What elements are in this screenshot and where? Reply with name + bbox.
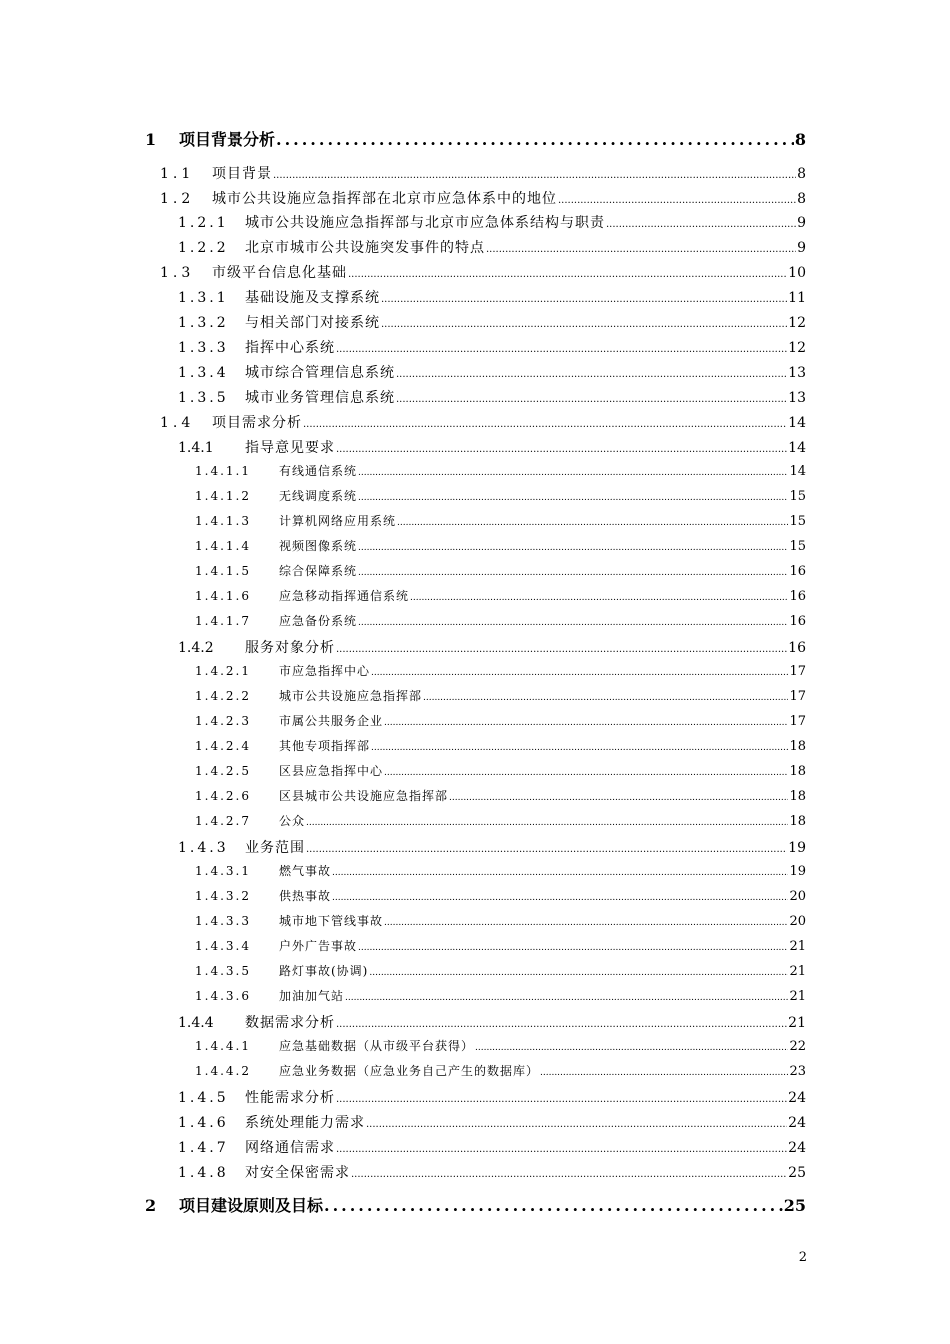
toc-entry[interactable] — [160, 188, 806, 208]
toc-entry[interactable] — [178, 387, 806, 407]
toc-entry-title: 有线通信系统 — [279, 464, 358, 478]
toc-entry-page: 21 — [789, 964, 806, 979]
toc-entry[interactable] — [178, 212, 806, 232]
toc-entry-title: 城市公共设施应急指挥部 — [279, 689, 423, 703]
toc-entry-page: 10 — [788, 265, 806, 281]
toc-dot-leader — [332, 889, 788, 903]
toc-entry-title: 应急备份系统 — [279, 614, 358, 628]
toc-entry[interactable] — [195, 1037, 806, 1054]
toc-entry[interactable] — [195, 537, 806, 554]
toc-entry-page: 17 — [789, 689, 806, 704]
toc-entry-page: 17 — [789, 664, 806, 679]
toc-entry[interactable] — [160, 412, 806, 432]
page-number: 2 — [798, 1250, 807, 1265]
toc-entry[interactable] — [195, 712, 806, 729]
toc-entry[interactable] — [195, 487, 806, 504]
toc-entry-page: 14 — [788, 440, 806, 456]
toc-entry-title: 市应急指挥中心 — [279, 664, 371, 678]
toc-entry-page: 17 — [789, 714, 806, 729]
toc-entry[interactable] — [195, 662, 806, 679]
toc-entry-number: 1.4.4 — [178, 1015, 214, 1031]
toc-entry-number: 1.4.4.2 — [195, 1064, 251, 1078]
toc-dot-leader — [381, 315, 787, 331]
toc-entry-title: 项目需求分析 — [212, 415, 302, 431]
toc-entry-page: 14 — [789, 464, 806, 479]
toc-entry-number: 1.4.1.6 — [195, 589, 251, 603]
toc-dot-leader — [306, 814, 788, 828]
toc-entry-page: 11 — [788, 290, 806, 306]
toc-dot-leader — [332, 864, 788, 878]
toc-entry-title: 燃气事故 — [279, 864, 332, 878]
toc-entry-page: 13 — [788, 365, 806, 381]
toc-entry-number: 1.3.4 — [178, 365, 229, 381]
toc-entry-page: 8 — [794, 130, 806, 149]
toc-dot-leader — [410, 589, 788, 603]
toc-dot-leader — [348, 265, 787, 281]
toc-entry-page: 16 — [789, 614, 806, 629]
toc-entry[interactable] — [178, 287, 806, 307]
toc-dot-leader — [449, 789, 788, 803]
toc-entry-title: 公众 — [279, 814, 306, 828]
toc-entry-page: 9 — [797, 240, 806, 256]
toc-entry-number: 1.2.1 — [178, 215, 229, 231]
toc-entry-page: 18 — [789, 814, 806, 829]
toc-entry-page: 20 — [789, 914, 806, 929]
toc-entry-title: 城市业务管理信息系统 — [245, 390, 395, 406]
toc-dot-leader — [345, 989, 788, 1003]
toc-entry-page: 12 — [788, 340, 806, 356]
toc-dot-leader — [358, 539, 788, 553]
toc-entry[interactable] — [195, 762, 806, 779]
toc-entry-title: 计算机网络应用系统 — [279, 514, 397, 528]
toc-entry-page: 21 — [788, 1015, 806, 1031]
toc-entry-title: 网络通信需求 — [245, 1140, 335, 1156]
toc-entry-page: 15 — [789, 489, 806, 504]
toc-dot-leader — [381, 290, 787, 306]
toc-entry-number: 1.4.7 — [178, 1140, 229, 1156]
toc-entry-title: 综合保障系统 — [279, 564, 358, 578]
toc-dot-leader — [384, 764, 788, 778]
toc-dot-leader — [366, 1115, 787, 1131]
toc-entry-page: 18 — [789, 789, 806, 804]
toc-entry-title: 无线调度系统 — [279, 489, 358, 503]
toc-entry-number: 1.3.5 — [178, 390, 229, 406]
toc-entry-page: 16 — [789, 564, 806, 579]
toc-dot-leader — [486, 240, 796, 256]
toc-entry[interactable] — [178, 837, 806, 857]
toc-entry-number: 1.4.3.4 — [195, 939, 251, 953]
toc-dot-leader — [336, 1015, 787, 1031]
toc-entry-number: 1.4.2 — [178, 640, 214, 656]
toc-entry-title: 加油加气站 — [279, 989, 345, 1003]
toc-entry-page: 22 — [789, 1039, 806, 1054]
toc-dot-leader — [369, 964, 788, 978]
toc-entry-page: 16 — [788, 640, 806, 656]
toc-entry-title: 区县应急指挥中心 — [279, 764, 384, 778]
toc-entry-number: 1.4.8 — [178, 1165, 229, 1181]
toc-dot-leader — [384, 914, 788, 928]
toc-entry-title: 路灯事故(协调) — [279, 964, 369, 978]
toc-entry[interactable] — [178, 1112, 806, 1132]
toc-entry-number: 1.4.1.2 — [195, 489, 251, 503]
toc-entry-number: 1.4.1.3 — [195, 514, 251, 528]
toc-entry[interactable] — [160, 163, 806, 183]
toc-entry-number: 1.4.6 — [178, 1115, 229, 1131]
toc-entry-number: 1.4.2.6 — [195, 789, 251, 803]
toc-dot-leader — [358, 614, 788, 628]
toc-entry-number: 2 — [145, 1196, 157, 1215]
toc-entry-number: 1.4.1.1 — [195, 464, 251, 478]
toc-entry-number: 1.4.3.1 — [195, 864, 251, 878]
toc-entry-page: 8 — [797, 191, 806, 207]
toc-entry-page: 14 — [788, 415, 806, 431]
toc-entry-number: 1.4.2.4 — [195, 739, 251, 753]
toc-entry-number: 1.4.2.3 — [195, 714, 251, 728]
toc-entry[interactable] — [195, 937, 806, 954]
toc-entry-page: 15 — [789, 539, 806, 554]
toc-entry[interactable] — [145, 127, 806, 150]
toc-entry-page: 19 — [789, 864, 806, 879]
toc-dot-leader — [558, 191, 796, 207]
toc-entry[interactable] — [195, 612, 806, 629]
toc-entry-title: 项目背景 — [212, 166, 272, 182]
toc-entry-title: 数据需求分析 — [245, 1015, 335, 1031]
toc-entry-number: 1.4.3.2 — [195, 889, 251, 903]
toc-entry-title: 其他专项指挥部 — [279, 739, 371, 753]
toc-entry-title: 户外广告事故 — [279, 939, 358, 953]
toc-entry[interactable] — [178, 437, 806, 457]
toc-dot-leader — [396, 365, 787, 381]
toc-entry-page: 25 — [783, 1196, 806, 1215]
toc-entry-title: 市属公共服务企业 — [279, 714, 384, 728]
toc-entry-page: 21 — [789, 989, 806, 1004]
toc-entry-title: 项目背景分析 — [179, 130, 276, 149]
toc-dot-leader — [423, 689, 788, 703]
toc-entry-title: 城市公共设施应急指挥部在北京市应急体系中的地位 — [212, 191, 557, 207]
toc-entry-number: 1.4.1.7 — [195, 614, 251, 628]
toc-dot-leader — [276, 130, 794, 149]
toc-entry[interactable] — [178, 237, 806, 257]
toc-entry-title: 供热事故 — [279, 889, 332, 903]
toc-entry-page: 18 — [789, 764, 806, 779]
toc-dot-leader — [371, 664, 788, 678]
toc-entry-number: 1.2 — [160, 191, 195, 207]
toc-entry[interactable] — [195, 562, 806, 579]
toc-entry-number: 1.4.1 — [178, 440, 214, 456]
toc-entry-number: 1.4.2.1 — [195, 664, 251, 678]
toc-entry-number: 1.3.2 — [178, 315, 229, 331]
toc-dot-leader — [371, 739, 788, 753]
toc-entry-title: 基础设施及支撑系统 — [245, 290, 380, 306]
toc-entry-number: 1.4.4.1 — [195, 1039, 251, 1053]
toc-dot-leader — [306, 840, 787, 856]
toc-entry-title: 城市地下管线事故 — [279, 914, 384, 928]
toc-dot-leader — [397, 514, 788, 528]
toc-entry-number: 1.2.2 — [178, 240, 229, 256]
toc-entry[interactable] — [178, 1087, 806, 1107]
toc-entry-number: 1.4.1.5 — [195, 564, 251, 578]
toc-entry[interactable] — [178, 1162, 806, 1182]
toc-entry-page: 16 — [789, 589, 806, 604]
toc-entry[interactable] — [195, 512, 806, 529]
toc-entry[interactable] — [195, 862, 806, 879]
toc-entry[interactable] — [195, 462, 806, 479]
toc-entry[interactable] — [178, 312, 806, 332]
toc-dot-leader — [336, 340, 787, 356]
toc-entry-page: 24 — [788, 1090, 806, 1106]
toc-dot-leader — [384, 714, 788, 728]
toc-entry-title: 对安全保密需求 — [245, 1165, 350, 1181]
toc-entry-number: 1 — [145, 130, 157, 149]
toc-entry-page: 21 — [789, 939, 806, 954]
toc-entry-page: 19 — [788, 840, 806, 856]
toc-entry-page: 13 — [788, 390, 806, 406]
toc-entry-title: 市级平台信息化基础 — [212, 265, 347, 281]
toc-entry-title: 视频图像系统 — [279, 539, 358, 553]
toc-entry-page: 24 — [788, 1115, 806, 1131]
toc-entry-number: 1.4.5 — [178, 1090, 229, 1106]
toc-dot-leader — [303, 415, 787, 431]
toc-entry[interactable] — [178, 1137, 806, 1157]
toc-dot-leader — [336, 1090, 787, 1106]
toc-entry[interactable] — [195, 987, 806, 1004]
toc-entry-number: 1.4.2.2 — [195, 689, 251, 703]
toc-entry-page: 9 — [797, 215, 806, 231]
toc-dot-leader — [324, 1196, 783, 1215]
toc-entry-title: 系统处理能力需求 — [245, 1115, 365, 1131]
toc-entry[interactable] — [160, 262, 806, 282]
toc-entry-number: 1.3 — [160, 265, 195, 281]
toc-dot-leader — [351, 1165, 787, 1181]
toc-dot-leader — [606, 215, 796, 231]
toc-entry-title: 性能需求分析 — [245, 1090, 335, 1106]
toc-entry-title: 区县城市公共设施应急指挥部 — [279, 789, 449, 803]
toc-entry[interactable] — [195, 687, 806, 704]
toc-entry[interactable] — [195, 587, 806, 604]
toc-entry-title: 服务对象分析 — [245, 640, 335, 656]
toc-dot-leader — [358, 564, 788, 578]
toc-entry-number: 1.4.3 — [178, 840, 229, 856]
toc-entry[interactable] — [195, 887, 806, 904]
toc-entry[interactable] — [178, 337, 806, 357]
toc-entry-title: 北京市城市公共设施突发事件的特点 — [245, 240, 485, 256]
toc-entry-page: 12 — [788, 315, 806, 331]
toc-dot-leader — [396, 390, 787, 406]
toc-entry-number: 1.4.1.4 — [195, 539, 251, 553]
toc-entry[interactable] — [145, 1193, 806, 1216]
toc-entry-number: 1.4.2.5 — [195, 764, 251, 778]
toc-dot-leader — [358, 489, 788, 503]
toc-entry-page: 18 — [789, 739, 806, 754]
toc-entry-number: 1.4.3.3 — [195, 914, 251, 928]
toc-dot-leader — [336, 440, 787, 456]
toc-dot-leader — [475, 1039, 788, 1053]
toc-entry[interactable] — [195, 962, 806, 979]
toc-dot-leader — [336, 1140, 787, 1156]
toc-entry-title: 应急业务数据（应急业务自己产生的数据库） — [279, 1064, 540, 1078]
toc-entry-number: 1.4.2.7 — [195, 814, 251, 828]
toc-entry[interactable] — [178, 1012, 806, 1032]
toc-entry-title: 应急移动指挥通信系统 — [279, 589, 410, 603]
toc-entry-title: 城市公共设施应急指挥部与北京市应急体系结构与职责 — [245, 215, 605, 231]
toc-dot-leader — [358, 464, 788, 478]
toc-entry-page: 8 — [797, 166, 806, 182]
toc-entry-page: 20 — [789, 889, 806, 904]
toc-entry-page: 23 — [789, 1064, 806, 1079]
toc-entry-page: 24 — [788, 1140, 806, 1156]
toc-entry-title: 指挥中心系统 — [245, 340, 335, 356]
toc-entry[interactable] — [195, 787, 806, 804]
toc-entry-number: 1.4 — [160, 415, 195, 431]
toc-entry[interactable] — [195, 1062, 806, 1079]
toc-dot-leader — [358, 939, 788, 953]
toc-entry[interactable] — [195, 912, 806, 929]
toc-entry-page: 25 — [788, 1165, 806, 1181]
toc-entry-title: 指导意见要求 — [245, 440, 335, 456]
toc-entry-title: 项目建设原则及目标 — [179, 1196, 324, 1215]
toc-entry-title: 应急基础数据（从市级平台获得） — [279, 1039, 475, 1053]
toc-entry-title: 业务范围 — [245, 840, 305, 856]
toc-entry-page: 15 — [789, 514, 806, 529]
toc-entry[interactable] — [195, 812, 806, 829]
toc-entry-title: 与相关部门对接系统 — [245, 315, 380, 331]
toc-entry[interactable] — [178, 637, 806, 657]
toc-entry-number: 1.1 — [160, 166, 195, 182]
toc-dot-leader — [540, 1064, 788, 1078]
toc-entry-title: 城市综合管理信息系统 — [245, 365, 395, 381]
toc-dot-leader — [273, 166, 796, 182]
toc-entry-number: 1.3.3 — [178, 340, 229, 356]
toc-dot-leader — [336, 640, 787, 656]
toc-entry-number: 1.4.3.6 — [195, 989, 251, 1003]
toc-entry-number: 1.4.3.5 — [195, 964, 251, 978]
toc-entry[interactable] — [178, 362, 806, 382]
toc-entry[interactable] — [195, 737, 806, 754]
toc-entry-number: 1.3.1 — [178, 290, 229, 306]
